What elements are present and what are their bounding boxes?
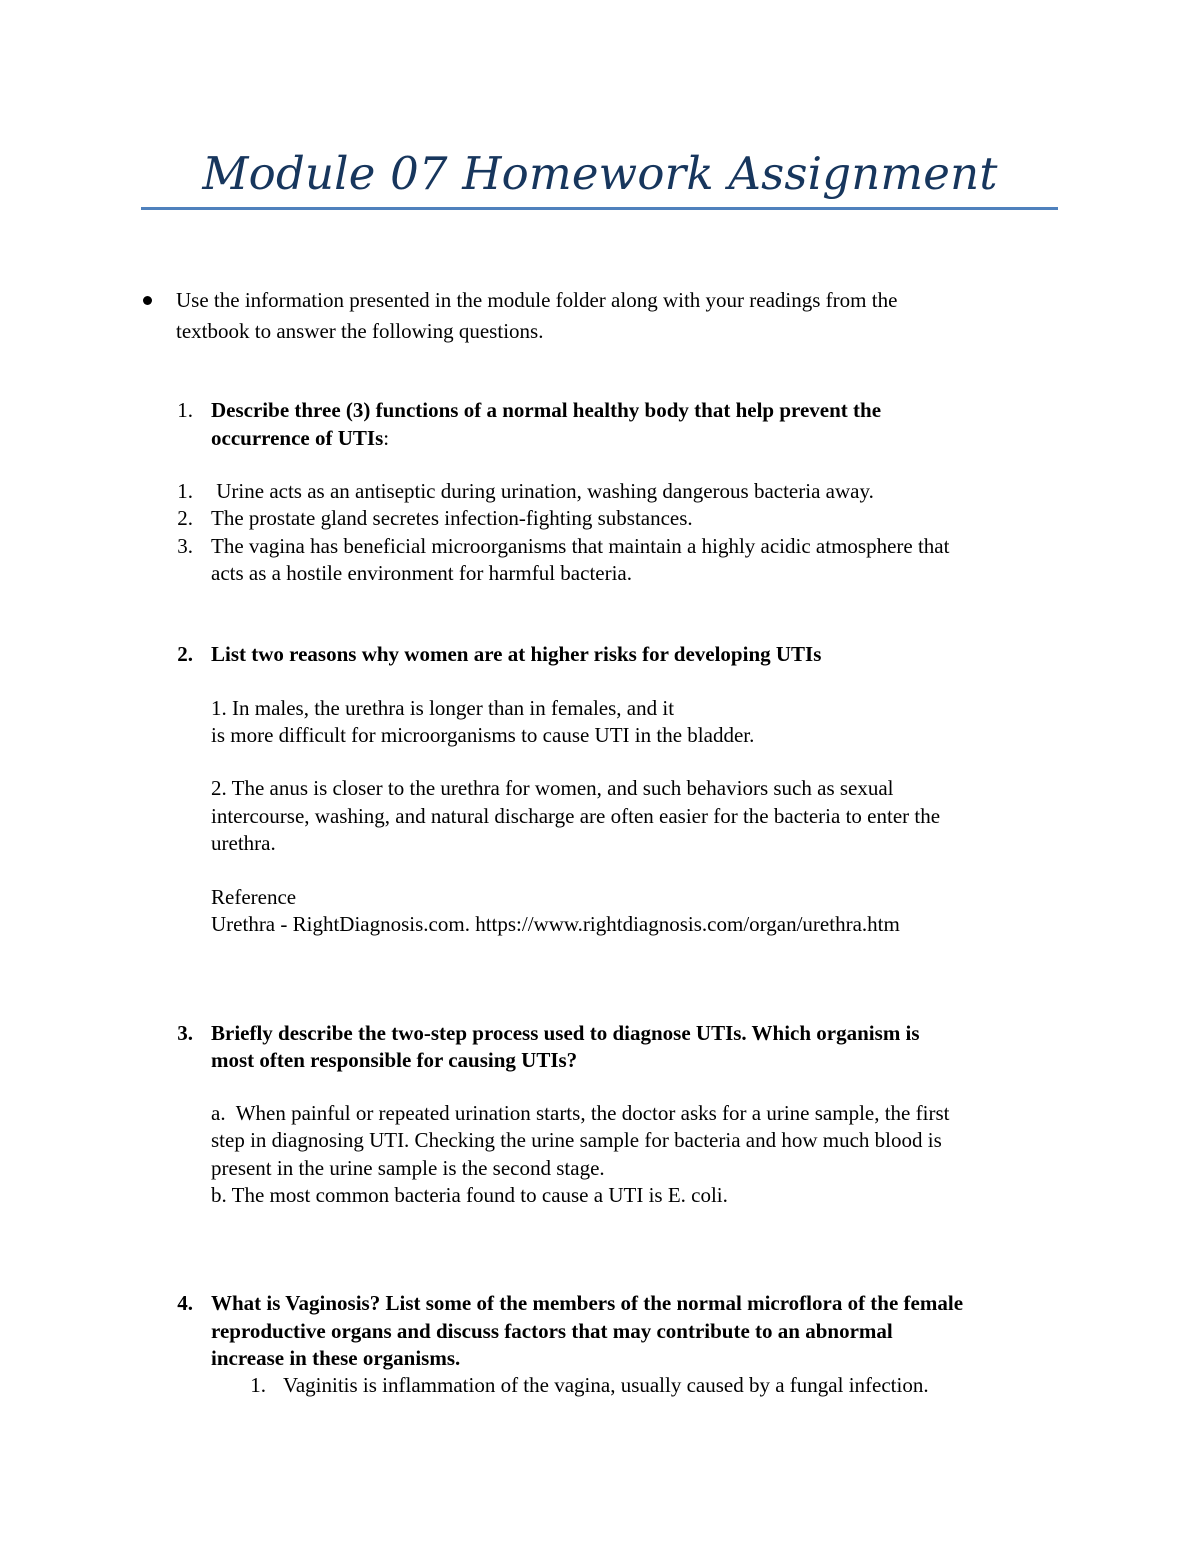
q3-text-line-1: Briefly describe the two-step process used to diagnose UTIs. Which organism is xyxy=(211,1021,920,1045)
q4-answer-number: 1. xyxy=(250,1373,266,1397)
title-underline xyxy=(141,207,1058,210)
q1-answer-text: acts as a hostile environment for harmful bacteria. xyxy=(211,561,633,585)
q3-answer-a-line-1: a. When painful or repeated urination starts, the doctor asks for a urine sample, the first xyxy=(211,1101,950,1125)
q1-answer-number: 2. xyxy=(177,506,193,530)
q4-text-line-3: increase in these organisms. xyxy=(211,1346,461,1370)
q1-answer-text: The vagina has beneficial microorganisms that maintain a highly acidic atmosphere that xyxy=(211,534,950,558)
q1-text-line-2-bold: occurrence of UTIs xyxy=(211,426,384,450)
q3-answer-b: b. The most common bacteria found to cause a UTI is E. coli. xyxy=(211,1183,728,1207)
q2-number: 2. xyxy=(177,642,193,666)
q1-text-line-1: Describe three (3) functions of a normal healthy body that help prevent the xyxy=(211,398,882,422)
intro-line-2: textbook to answer the following questions. xyxy=(176,319,544,343)
q2-answer-2-line-1: 2. The anus is closer to the urethra for women, and such behaviors such as sexual xyxy=(211,776,894,800)
q1-answer-text: Urine acts as an antiseptic during urination, washing dangerous bacteria away. xyxy=(211,479,874,503)
q3-number: 3. xyxy=(177,1021,193,1045)
intro-line-1: Use the information presented in the module folder along with your readings from the xyxy=(176,288,898,312)
q3-answer-a-line-3: present in the urine sample is the second stage. xyxy=(211,1156,605,1180)
q2-answer-2-line-2: intercourse, washing, and natural discharge are often easier for the bacteria to enter the xyxy=(211,804,941,828)
q1-text-line-2-colon: : xyxy=(383,426,390,450)
q3-answer-a-line-2: step in diagnosing UTI. Checking the urine sample for bacteria and how much blood is xyxy=(211,1128,942,1152)
reference-label: Reference xyxy=(211,885,297,909)
page-title: Module 07 Homework Assignment xyxy=(202,147,998,200)
q4-answer-text: Vaginitis is inflammation of the vagina, usually caused by a fungal infection. xyxy=(283,1373,929,1397)
q2-answer-1-line-2: is more difficult for microorganisms to cause UTI in the bladder. xyxy=(211,723,755,747)
q2-answer-2-line-3: urethra. xyxy=(211,831,276,855)
q1-number: 1. xyxy=(177,398,193,422)
q1-answer-number: 1. xyxy=(177,479,193,503)
q2-answer-1-line-1: 1. In males, the urethra is longer than in females, and it xyxy=(211,696,675,720)
q4-number: 4. xyxy=(177,1291,193,1315)
reference-text: Urethra - RightDiagnosis.com. https://www.rightdiagnosis.com/organ/urethra.htm xyxy=(211,912,900,936)
q1-answer-text: The prostate gland secretes infection-fighting substances. xyxy=(211,506,693,530)
q1-answer-number: 3. xyxy=(177,534,193,558)
bullet-icon xyxy=(143,296,152,305)
q4-text-line-2: reproductive organs and discuss factors that may contribute to an abnormal xyxy=(211,1319,893,1343)
q3-text-line-2: most often responsible for causing UTIs? xyxy=(211,1048,578,1072)
q1-text-line-2 xyxy=(211,425,389,452)
q4-text-line-1: What is Vaginosis? List some of the members of the normal microflora of the female xyxy=(211,1291,964,1315)
q2-text-line-1: List two reasons why women are at higher risks for developing UTIs xyxy=(211,642,822,666)
